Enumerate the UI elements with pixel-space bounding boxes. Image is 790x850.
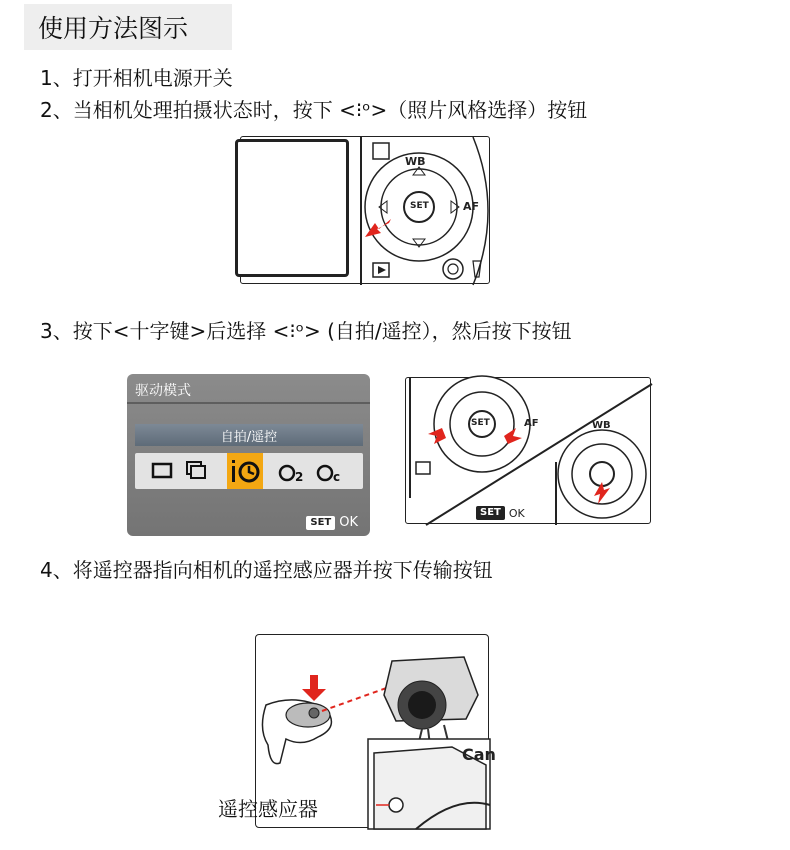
camera-brand: Can	[462, 745, 496, 764]
dial-label-af: AF	[463, 200, 480, 213]
svg-text:2: 2	[295, 470, 304, 484]
split-dial-illustration	[406, 378, 652, 525]
cross-keys-illustration	[405, 377, 651, 524]
page-title	[24, 4, 232, 50]
step-1: 1、打开相机电源开关	[40, 66, 233, 90]
mode-icon-row	[135, 453, 363, 489]
remote-sensor-label: 遥控感应器	[218, 797, 318, 821]
ok-label: OK	[339, 515, 358, 530]
continuous-icon	[191, 466, 205, 478]
page-title-text: 使用方法图示	[38, 14, 189, 43]
dial-label-set: SET	[410, 201, 429, 211]
single-shot-icon	[153, 464, 171, 477]
remote-control-icon	[286, 703, 330, 727]
svg-text:c: c	[333, 470, 341, 484]
set-badge: SET	[476, 506, 505, 520]
set-ok-hint	[476, 506, 525, 520]
ok-label: OK	[508, 506, 525, 520]
camera-back-illustration	[240, 136, 490, 284]
press-arrow-icon	[302, 675, 326, 701]
step-2: 2、当相机处理拍摄状态时，按下 <⁝ᵒ>（照片风格选择）按钮	[40, 98, 588, 122]
divider	[127, 402, 370, 404]
dial-label-wb: WB	[405, 155, 426, 168]
dial-label-af: AF	[524, 418, 539, 429]
self-timer-continuous-icon	[318, 466, 332, 480]
set-badge: SET	[306, 516, 335, 530]
drive-mode-menu	[127, 374, 370, 536]
self-timer-2s-icon	[280, 466, 294, 480]
dial-label-wb: WB	[592, 420, 611, 431]
menu-title: 驱动模式	[135, 383, 191, 399]
remote-sensor-icon	[389, 798, 403, 812]
set-ok-hint	[306, 515, 358, 530]
selected-option-label: 自拍/遥控	[135, 424, 363, 446]
print-icon	[373, 143, 389, 159]
dial-illustration	[241, 137, 491, 285]
step-3: 3、按下<十字键>后选择 <⁝ᵒ> (自拍/遥控），然后按下按钮	[40, 319, 572, 343]
drive-mode-icons	[135, 453, 363, 489]
step-4: 4、将遥控器指向相机的遥控感应器并按下传输按钮	[40, 558, 493, 582]
play-icon	[416, 462, 430, 474]
dial-label-set: SET	[471, 418, 490, 428]
